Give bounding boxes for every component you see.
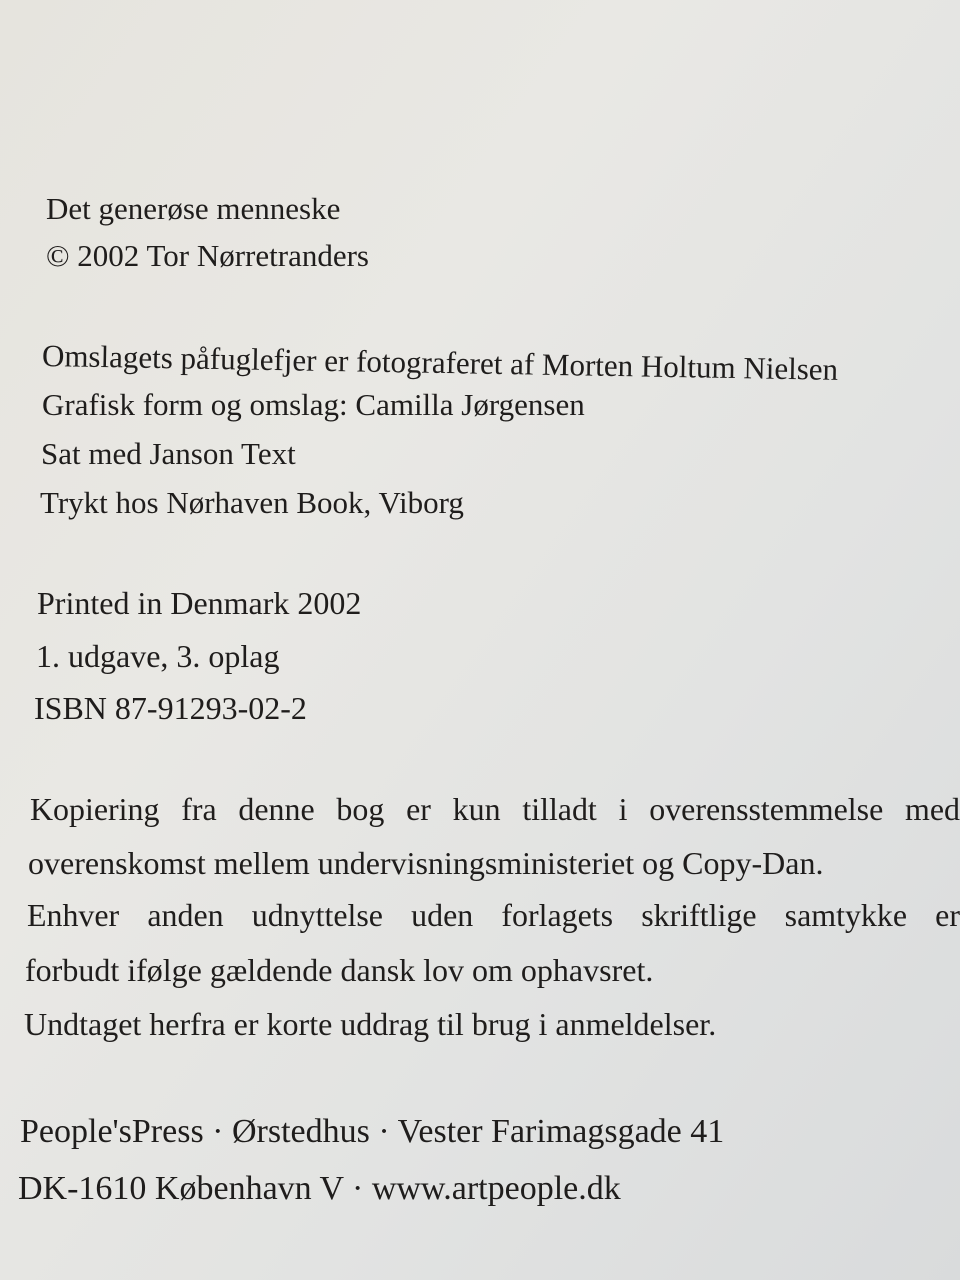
printed-in-line: Printed in Denmark 2002 bbox=[37, 585, 362, 621]
edition-line: 1. udgave, 3. oplag bbox=[36, 638, 280, 674]
legal-line-4: forbudt ifølge gældende dansk lov om ophavsret. bbox=[25, 952, 654, 988]
isbn-line: ISBN 87-91293-02-2 bbox=[34, 690, 307, 726]
design-credit: Grafisk form og omslag: Camilla Jørgensen bbox=[42, 387, 585, 422]
publisher-city-web-line: DK-1610 København V · www.artpeople.dk bbox=[18, 1170, 621, 1207]
legal-line-3: Enhver anden udnyttelse uden forlagets skriftlige samtykke er bbox=[27, 898, 960, 933]
copyright-line: © 2002 Tor Nørretranders bbox=[46, 238, 369, 273]
publisher-address-line: People'sPress · Ørstedhus · Vester Farimagsgade 41 bbox=[20, 1113, 725, 1150]
cover-photo-credit: Omslagets påfuglefjer er fotograferet af Morten Holtum Nielsen bbox=[41, 338, 839, 387]
legal-line-5: Undtaget herfra er korte uddrag til brug i anmeldelser. bbox=[24, 1006, 717, 1042]
typeface-credit: Sat med Janson Text bbox=[41, 436, 296, 471]
book-title: Det generøse menneske bbox=[46, 191, 341, 226]
printer-credit: Trykt hos Nørhaven Book, Viborg bbox=[40, 485, 464, 520]
legal-line-2: overenskomst mellem undervisningsministeriet og Copy-Dan. bbox=[28, 845, 824, 881]
legal-line-1: Kopiering fra denne bog er kun tilladt i overensstemmelse med bbox=[30, 792, 960, 827]
